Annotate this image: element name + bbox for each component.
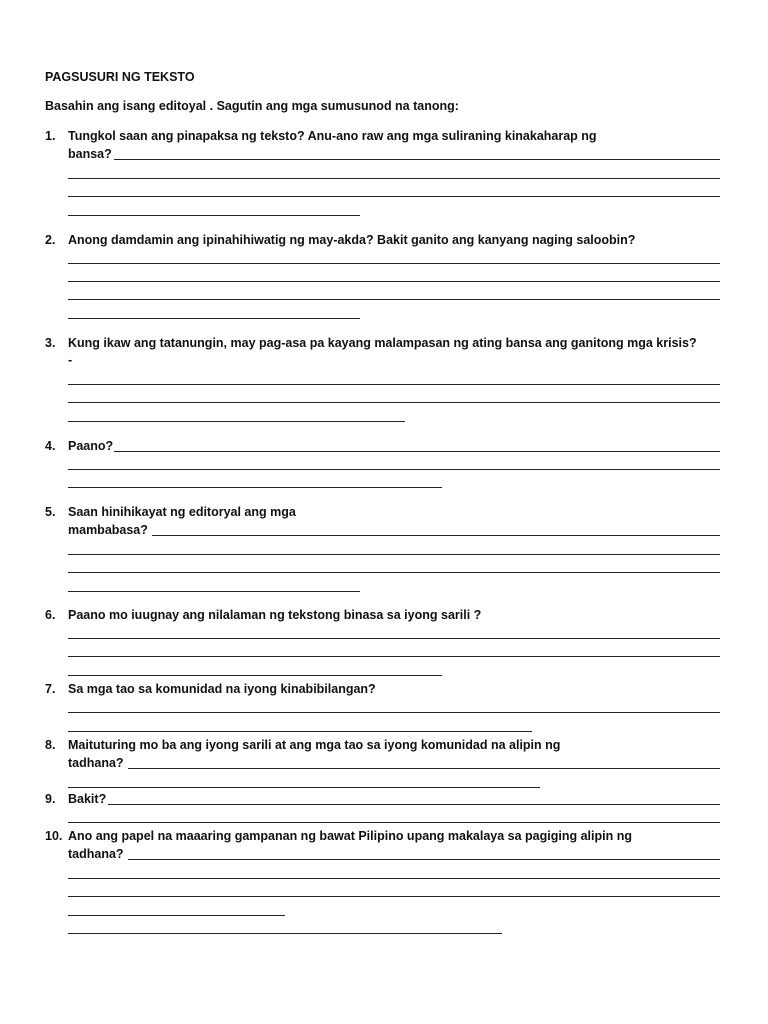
answer-line[interactable] bbox=[108, 804, 720, 805]
question-text: Sa mga tao sa komunidad na iyong kinabibilangan? bbox=[68, 682, 376, 696]
question-number: 9. bbox=[45, 792, 56, 806]
question-text: mambabasa? bbox=[68, 523, 148, 537]
answer-line[interactable] bbox=[68, 554, 720, 555]
question-number: 4. bbox=[45, 439, 56, 453]
question-number: 5. bbox=[45, 505, 56, 519]
answer-line[interactable] bbox=[68, 402, 720, 403]
answer-line[interactable] bbox=[68, 281, 720, 282]
answer-line[interactable] bbox=[68, 384, 720, 385]
answer-line[interactable] bbox=[68, 878, 720, 879]
question-text: Anong damdamin ang ipinahihiwatig ng may-akda? Bakit ganito ang kanyang naging saloobin? bbox=[68, 233, 636, 247]
answer-line[interactable] bbox=[68, 178, 720, 179]
answer-line[interactable] bbox=[68, 915, 285, 916]
answer-line[interactable] bbox=[68, 318, 360, 319]
answer-line[interactable] bbox=[68, 421, 405, 422]
question-text: Tungkol saan ang pinapaksa ng teksto? Anu-ano raw ang mga suliraning kinakaharap ng bbox=[68, 129, 597, 143]
question-text: Ano ang papel na maaaring gampanan ng bawat Pilipino upang makalaya sa pagiging alipin ng bbox=[68, 829, 632, 843]
question-number: 7. bbox=[45, 682, 56, 696]
answer-line[interactable] bbox=[68, 787, 540, 788]
answer-line[interactable] bbox=[128, 859, 720, 860]
page-title: PAGSUSURI NG TEKSTO bbox=[45, 70, 195, 84]
answer-line[interactable] bbox=[68, 469, 720, 470]
answer-line[interactable] bbox=[152, 535, 720, 536]
question-text: Maituturing mo ba ang iyong sarili at ang mga tao sa iyong komunidad na alipin ng bbox=[68, 738, 561, 752]
question-number: 6. bbox=[45, 608, 56, 622]
question-text: bansa? bbox=[68, 147, 112, 161]
answer-line[interactable] bbox=[68, 215, 360, 216]
question-text: tadhana? bbox=[68, 756, 124, 770]
question-number: 2. bbox=[45, 233, 56, 247]
answer-line[interactable] bbox=[68, 591, 360, 592]
question-number: 10. bbox=[45, 829, 63, 843]
question-text: Saan hinihikayat ng editoryal ang mga bbox=[68, 505, 296, 519]
answer-line[interactable] bbox=[128, 768, 720, 769]
answer-line[interactable] bbox=[68, 487, 442, 488]
answer-line[interactable] bbox=[114, 159, 720, 160]
answer-line[interactable] bbox=[68, 196, 720, 197]
answer-line[interactable] bbox=[68, 712, 720, 713]
answer-line[interactable] bbox=[68, 299, 720, 300]
question-number: 3. bbox=[45, 336, 56, 350]
question-text: - bbox=[68, 353, 73, 367]
answer-line[interactable] bbox=[68, 263, 720, 264]
answer-line[interactable] bbox=[68, 572, 720, 573]
answer-line[interactable] bbox=[68, 731, 532, 732]
answer-line[interactable] bbox=[68, 675, 442, 676]
question-number: 8. bbox=[45, 738, 56, 752]
answer-line[interactable] bbox=[114, 451, 720, 452]
question-text: Paano mo iuugnay ang nilalaman ng tekstong binasa sa iyong sarili ? bbox=[68, 608, 482, 622]
question-number: 1. bbox=[45, 129, 56, 143]
answer-line[interactable] bbox=[68, 896, 720, 897]
answer-line[interactable] bbox=[68, 656, 720, 657]
answer-line[interactable] bbox=[68, 822, 720, 823]
question-text: tadhana? bbox=[68, 847, 124, 861]
question-text: Bakit? bbox=[68, 792, 107, 806]
answer-line[interactable] bbox=[68, 933, 502, 934]
answer-line[interactable] bbox=[68, 638, 720, 639]
question-text: Kung ikaw ang tatanungin, may pag-asa pa kayang malampasan ng ating bansa ang ganitong mga krisis? bbox=[68, 336, 697, 350]
instruction-text: Basahin ang isang editoyal . Sagutin ang mga sumusunod na tanong: bbox=[45, 99, 459, 113]
question-text: Paano? bbox=[68, 439, 114, 453]
